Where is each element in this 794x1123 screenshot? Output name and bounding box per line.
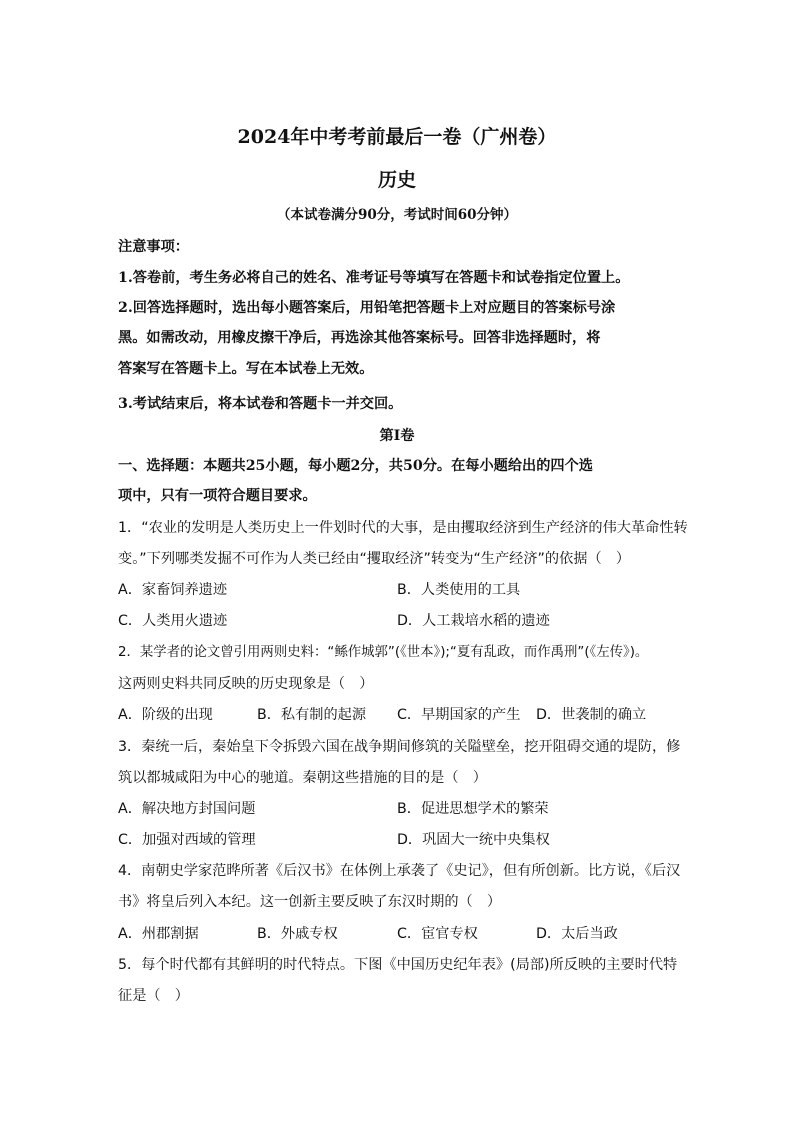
question-3-option-b: B．促进思想学术的繁荣 <box>397 801 549 817</box>
question-1-option-d: D．人工栽培水稻的遗迹 <box>397 613 550 629</box>
question-4-option-d: D．太后当政 <box>536 926 618 942</box>
question-3-stem: 3．秦统一后，秦始皇下令拆毁六国在战争期间修筑的关隘壁垒，挖开阻碍交通的堤防，修 <box>118 739 681 755</box>
question-2-stem: 2．某学者的论文曾引用两则史料：“鲧作城郭”(《世本》);“夏有乱政，而作禹刑”(《左传》)。 <box>118 645 649 660</box>
question-4-stem: 4．南朝史学家范晔所著《后汉书》在体例上承袭了《史记》，但有所创新。比方说，《后汉 <box>118 863 681 879</box>
question-4-option-a: A．州郡割据 <box>118 926 199 942</box>
question-2-option-b: B．私有制的起源 <box>257 707 367 723</box>
question-4-stem: 书》将皇后列入本纪。这一创新主要反映了东汉时期的（ ） <box>118 894 502 910</box>
question-2-option-d: D．世袭制的确立 <box>536 707 647 723</box>
question-1-option-c: C．人类用火遗迹 <box>118 613 228 629</box>
question-4-option-b: B．外戚专权 <box>257 926 338 942</box>
question-3-option-d: D．巩固大一统中央集权 <box>397 832 550 848</box>
question-1-option-b: B．人类使用的工具 <box>397 582 521 598</box>
notice-line: 黑。如需改动，用橡皮擦干净后，再选涂其他答案标号。回答非选择题时，将 <box>118 330 601 346</box>
notice-heading: 注意事项： <box>118 239 189 255</box>
question-3-stem: 筑以都城咸阳为中心的驰道。秦朝这些措施的目的是（ ） <box>118 770 487 786</box>
exam-title: 2024年中考考前最后一卷（广州卷） <box>237 126 557 148</box>
question-1-stem: 变。”下列哪类发掘不可作为人类已经由“攫取经济”转变为“生产经济”的依据（ ） <box>118 551 631 567</box>
question-1-stem: 1．“农业的发明是人类历史上一件划时代的大事，是由攫取经济到生产经济的伟大革命性转 <box>118 520 688 536</box>
question-2-option-a: A．阶级的出现 <box>118 707 213 723</box>
notice-line: 3.考试结束后，将本试卷和答题卡一并交回。 <box>118 396 403 412</box>
notice-line: 1.答卷前，考生务必将自己的姓名、准考证号等填写在答题卡和试卷指定位置上。 <box>118 270 630 286</box>
notice-line: 答案写在答题卡上。写在本试卷上无效。 <box>118 361 374 377</box>
question-2-stem: 这两则史料共同反映的历史现象是（ ） <box>118 676 374 692</box>
question-5-stem: 5．每个时代都有其鲜明的时代特点。下图《中国历史纪年表》(局部)所反映的主要时代特 <box>118 957 678 973</box>
question-4-option-c: C．宦官专权 <box>397 926 478 942</box>
question-3-option-a: A．解决地方封国问题 <box>118 801 256 817</box>
score-time-note: （本试卷满分90分，考试时间60分钟） <box>276 207 518 223</box>
question-5-stem: 征是（ ） <box>118 988 189 1004</box>
section-heading: 项中，只有一项符合题目要求。 <box>118 488 317 504</box>
question-1-option-a: A．家畜饲养遗迹 <box>118 582 228 598</box>
question-3-option-c: C．加强对西域的管理 <box>118 832 256 848</box>
section-label: 第Ⅰ卷 <box>379 428 415 444</box>
section-heading: 一、选择题：本题共25小题，每小题2分，共50分。在每小题给出的四个选 <box>118 458 593 474</box>
question-2-option-c: C．早期国家的产生 <box>397 707 521 723</box>
subject-title: 历史 <box>377 169 416 191</box>
notice-line: 2.回答选择题时，选出每小题答案后，用铅笔把答题卡上对应题目的答案标号涂 <box>118 300 616 316</box>
